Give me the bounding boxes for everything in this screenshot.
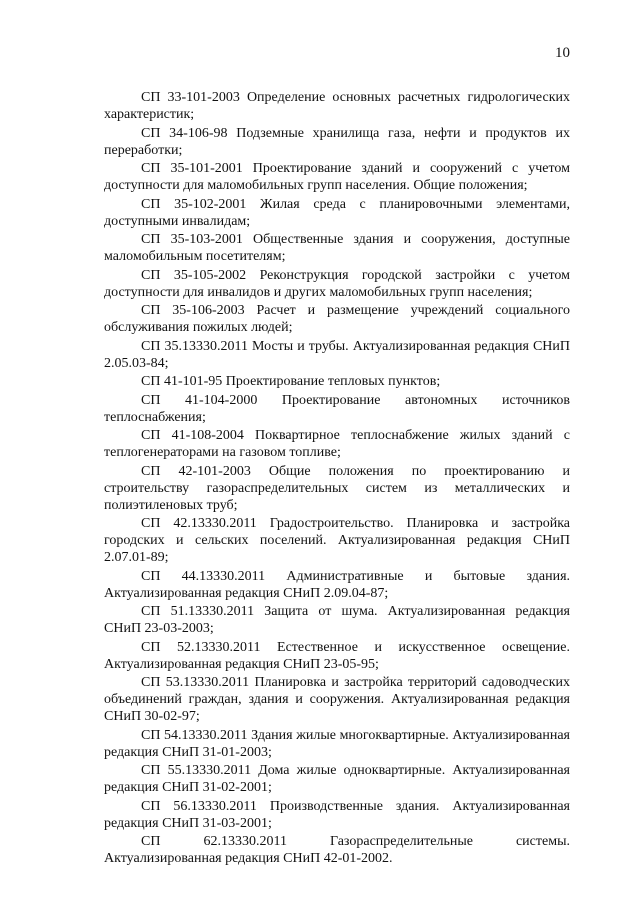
standard-title: Градостроительство. Планировка и застройка городских и сельских поселений. Актуализированная редакция СНиП 2.07.01-89; bbox=[104, 516, 570, 565]
standard-code: СП 44.13330.2011 bbox=[141, 568, 266, 584]
standard-code: СП 41-104-2000 bbox=[141, 392, 258, 408]
standard-code: СП 41-108-2004 bbox=[141, 428, 244, 443]
standard-code: СП 35-103-2001 bbox=[141, 232, 243, 247]
standard-entry bbox=[104, 639, 570, 673]
standard-title: Здания жилые многоквартирные. Актуализированная редакция СНиП 31-01-2003; bbox=[104, 727, 570, 760]
standard-title: Дома жилые одноквартирные. Актуализированная редакция СНиП 31-02-2001; bbox=[104, 763, 570, 795]
standard-title: Проектирование автономных источников теплоснабжения; bbox=[104, 392, 570, 425]
standard-title: Естественное и искусственное освещение. Актуализированная редакция СНиП 23-05-95; bbox=[104, 639, 570, 672]
standard-entry bbox=[104, 160, 570, 194]
standard-title: Жилая среда с планировочными элементами, доступными инвалидам; bbox=[104, 196, 570, 229]
standard-entry bbox=[104, 515, 570, 566]
standard-code: СП 62.13330.2011 bbox=[141, 834, 287, 849]
standard-title: Административные и бытовые здания. Актуализированная редакция СНиП 2.09.04-87; bbox=[104, 568, 571, 601]
standard-title: Определение основных расчетных гидрологических характеристик; bbox=[104, 90, 571, 122]
standard-entry bbox=[104, 231, 570, 265]
standard-entry bbox=[104, 603, 570, 637]
standard-entry bbox=[104, 392, 570, 426]
standard-title: Мосты и трубы. Актуализированная редакция СНиП 2.05.03-84; bbox=[104, 338, 570, 371]
standard-title: Защита от шума. Актуализированная редакция СНиП 23-03-2003; bbox=[104, 604, 571, 636]
standard-title: Проектирование тепловых пунктов; bbox=[225, 374, 441, 389]
standard-title: Проектирование зданий и сооружений с учетом доступности для маломобильных групп населения. Общие положения; bbox=[104, 161, 570, 193]
standard-code: СП 55.13330.2011 bbox=[141, 763, 252, 778]
standard-code: СП 34-106-98 bbox=[141, 125, 228, 141]
standard-title: Общие положения по проектированию и строительству газораспределительных систем из металлических и полиэтиленовых труб; bbox=[104, 463, 571, 513]
standard-code: СП 35.13330.2011 bbox=[141, 338, 248, 354]
page-number: 10 bbox=[555, 45, 570, 61]
standard-code: СП 35-101-2001 bbox=[141, 161, 243, 176]
standard-title: Поквартирное теплоснабжение жилых зданий с теплогенераторами на газовом топливе; bbox=[104, 428, 570, 460]
standard-code: СП 41-101-95 bbox=[141, 374, 223, 389]
standard-entry bbox=[104, 196, 570, 230]
standard-code: СП 51.13330.2011 bbox=[141, 604, 255, 619]
standard-entry bbox=[104, 338, 570, 372]
standard-title: Реконструкция городской застройки с учетом доступности для инвалидов и других маломобильных групп населения; bbox=[104, 267, 570, 300]
standard-entry bbox=[104, 427, 570, 461]
standard-code: СП 35-105-2002 bbox=[141, 267, 247, 283]
standard-code: СП 56.13330.2011 bbox=[141, 798, 257, 814]
standard-entry bbox=[104, 373, 570, 390]
standard-title: Производственные здания. Актуализированная редакция СНиП 31-03-2001; bbox=[104, 798, 570, 831]
standard-entry bbox=[104, 89, 570, 123]
standard-code: СП 35-106-2003 bbox=[141, 303, 245, 318]
standard-entry bbox=[104, 762, 570, 796]
standard-code: СП 35-102-2001 bbox=[141, 196, 247, 212]
standard-code: СП 53.13330.2011 bbox=[141, 675, 250, 690]
standard-entry bbox=[104, 568, 570, 602]
standard-entry bbox=[104, 302, 570, 336]
standard-entry bbox=[104, 798, 570, 832]
standard-entry bbox=[104, 267, 570, 301]
standard-title: Общественные здания и сооружения, доступные маломобильным посетителям; bbox=[104, 232, 571, 264]
standard-code: СП 52.13330.2011 bbox=[141, 639, 261, 655]
standard-entry bbox=[104, 463, 570, 514]
standard-code: СП 42-101-2003 bbox=[141, 463, 251, 479]
standard-entry bbox=[104, 833, 570, 867]
standard-title: Расчет и размещение учреждений социального обслуживания пожилых людей; bbox=[104, 303, 570, 335]
standard-code: СП 54.13330.2011 bbox=[141, 727, 248, 743]
standard-title: Подземные хранилища газа, нефти и продуктов их переработки; bbox=[104, 125, 570, 158]
standard-title: Газораспределительные системы. Актуализированная редакция СНиП 42-01-2002. bbox=[104, 834, 570, 866]
standard-entry bbox=[104, 125, 570, 159]
standard-entry bbox=[104, 727, 570, 761]
standard-entry bbox=[104, 674, 570, 725]
standard-code: СП 42.13330.2011 bbox=[141, 516, 257, 531]
document-body bbox=[104, 89, 570, 869]
standard-code: СП 33-101-2003 bbox=[141, 90, 240, 105]
standard-title: Планировка и застройка территорий садоводческих объединений граждан, здания и сооружения. Актуализированная редакция СНиП 30-02-97; bbox=[104, 675, 570, 724]
